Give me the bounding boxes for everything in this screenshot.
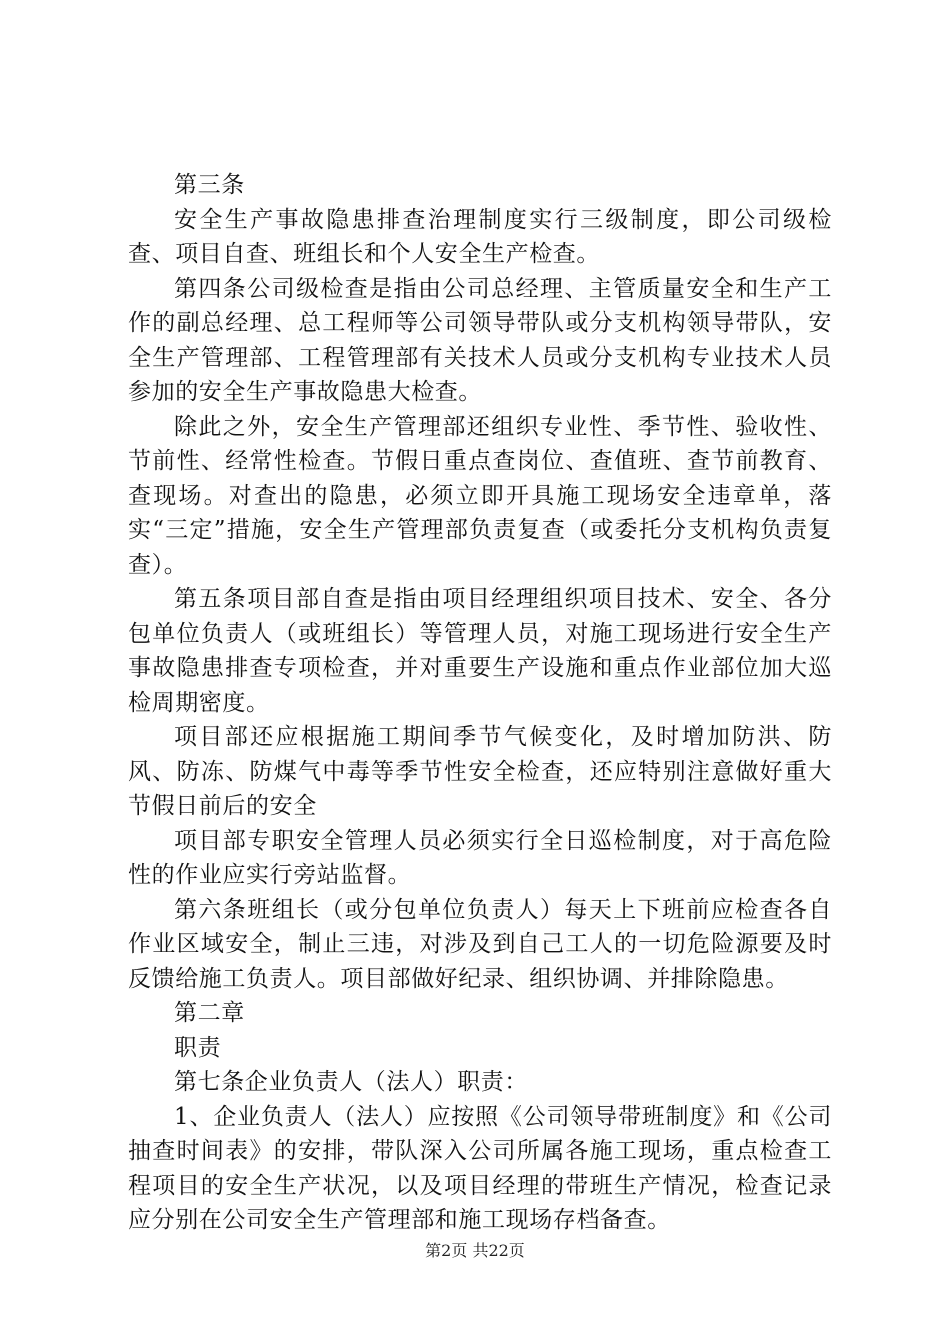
paragraph-daily-patrol: 项目部专职安全管理人员必须实行全日巡检制度，对于高危险性的作业应实行旁站监督。	[128, 827, 832, 888]
article-4-paragraph: 第四条公司级检查是指由公司总经理、主管质量安全和生产工作的副总经理、总工程师等公司领导带队或分支机构领导带队，安全生产管理部、工程管理部有关技术人员或分支机构专业技术人员参加的安全生产事故隐患大检查。	[128, 275, 832, 405]
chapter-title-duties: 职责	[174, 1034, 222, 1061]
paragraph-seasonal-inspections: 项目部还应根据施工期间季节气候变化，及时增加防洪、防风、防冻、防煤气中毒等季节性安全检查，还应特别注意做好重大节假日前后的安全	[128, 724, 832, 819]
paragraph-special-inspections: 除此之外，安全生产管理部还组织专业性、季节性、验收性、节前性、经常性检查。节假日重点查岗位、查值班、查节前教育、查现场。对查出的隐患，必须立即开具施工现场安全违章单，落实“三定”措施，安全生产管理部负责复查（或委托分支机构负责复查）。	[128, 413, 832, 578]
chapter-2-heading: 第二章	[174, 1000, 245, 1026]
document-body	[128, 168, 832, 1238]
article-7-heading: 第七条企业负责人（法人）职责：	[174, 1069, 528, 1095]
paragraph-three-level-system: 安全生产事故隐患排查治理制度实行三级制度，即公司级检查、项目自查、班组长和个人安全生产检查。	[128, 206, 832, 267]
article-7-item-1: 1、企业负责人（法人）应按照《公司领导带班制度》和《公司抽查时间表》的安排，带队深入公司所属各施工现场，重点检查工程项目的安全生产状况，以及项目经理的带班生产情况，检查记录应分别在公司安全生产管理部和施工现场存档备查。	[128, 1103, 832, 1233]
article-5-paragraph: 第五条项目部自查是指由项目经理组织项目技术、安全、各分包单位负责人（或班组长）等管理人员，对施工现场进行安全生产事故隐患排查专项检查，并对重要生产设施和重点作业部位加大巡检周期密度。	[128, 586, 832, 716]
article-3-heading: 第三条	[174, 172, 245, 198]
page-number-footer: 第2页 共22页	[425, 1241, 525, 1260]
article-6-paragraph: 第六条班组长（或分包单位负责人）每天上下班前应检查各自作业区域安全，制止三违，对涉及到自己工人的一切危险源要及时反馈给施工负责人。项目部做好纪录、组织协调、并排除隐患。	[128, 896, 832, 992]
